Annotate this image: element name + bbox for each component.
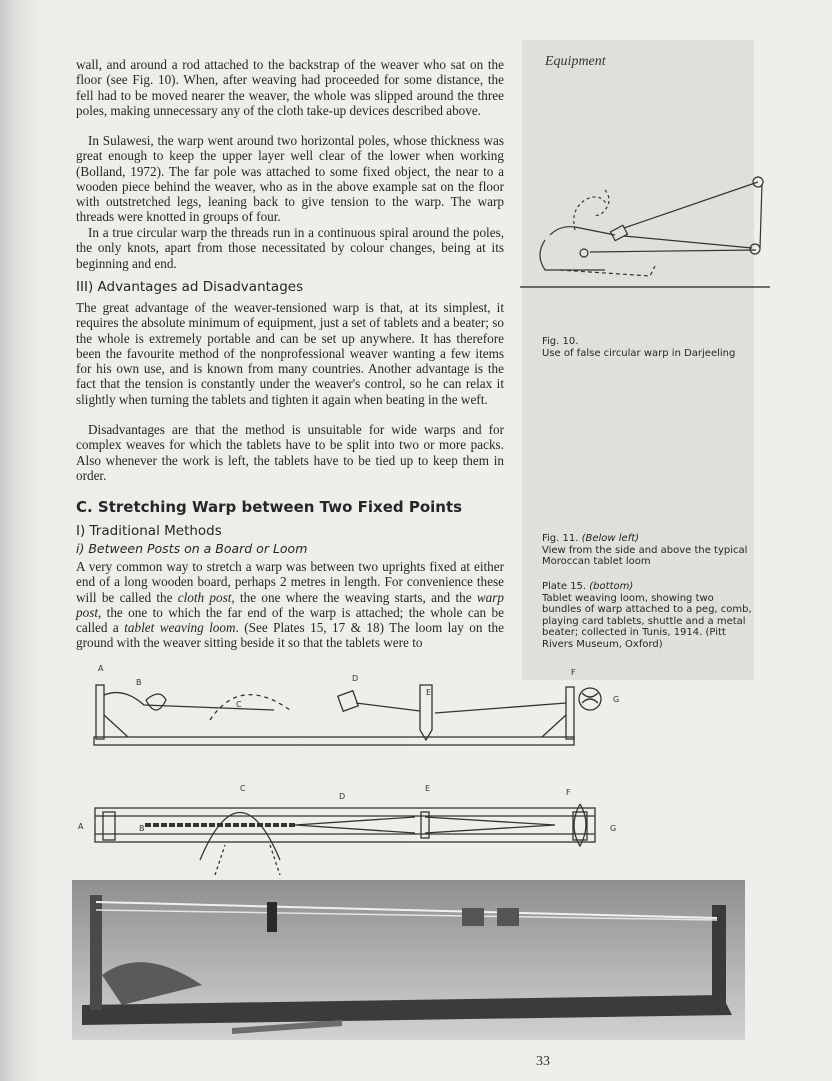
p6-part-c: , the one to which the far end of the warp is attached; the whole can be called a (76, 604, 504, 636)
fig11-caption (542, 533, 752, 568)
fig11-side-view (90, 675, 630, 750)
plate15-text: Tablet weaving loom, showing two bundles of warp attached to a peg, comb, playing card tablets, shuttle and a metal beater; collected in Tunis, 1914. (Pitt Rivers Museum, Oxford) (542, 592, 752, 650)
fig11-text: View from the side and above the typical Moroccan tablet loom (542, 544, 748, 568)
side-label-a: A (98, 664, 104, 673)
paragraph-1: wall, and around a rod attached to the backstrap of the weaver who sat on the floor (see Fig. 10). When, after weaving had proceeded for some distance, the fell had to be moved nearer the weaver, the whole was slipped around the three poles, making unnecessary any of the cloth take-up devices described above. (76, 57, 504, 118)
top-label-b: B (139, 824, 145, 833)
top-label-f: F (566, 788, 571, 797)
top-label-d: D (339, 792, 346, 801)
subheading-traditional: I) Traditional Methods (76, 523, 222, 539)
subheading-posts: i) Between Posts on a Board or Loom (76, 541, 308, 556)
paragraph-4: The great advantage of the weaver-tensioned warp is that, at its simplest, it requires the absolute minimum of equipment, just a set of tablets and a beater; so the whole is extremely portable and can be set up anywhere. It has therefore been the favourite method of the nonprofessional weaver wanting a few items for his own use, and is known from many countries. Another advantage is the fact that the tension is constantly under the weaver's control, so he can relax it slightly when turning the tablets and tighten it again when beating in the weft. (76, 300, 504, 407)
plate15-number: Plate 15. (542, 581, 587, 592)
fig10-text: Use of false circular warp in Darjeeling (542, 347, 736, 359)
side-label-f: F (571, 668, 576, 677)
fig10-number: Fig. 10. (542, 336, 579, 347)
top-label-c: C (240, 784, 246, 793)
plate15-photo (72, 880, 745, 1040)
paragraph-6 (76, 559, 504, 651)
page-number: 33 (536, 1054, 550, 1069)
paragraph-5: Disadvantages are that the method is unsuitable for wide warps and for complex weaves for which the tablets have to be split into two or more packs. Also whenever the work is left, the tablets have to be tied up to keep them in order. (76, 422, 504, 483)
side-label-g: G (613, 695, 620, 704)
p6-part-a: A very common way to stretch a warp was between two uprights fixed at either end of a long wooden board, perhaps 2 metres in length. For convenience these will be called the (76, 559, 504, 605)
plate15-caption (542, 581, 752, 651)
side-label-b: B (136, 678, 142, 687)
paragraph-3: In a true circular warp the threads run in a continuous spiral around the poles, the only knots, apart from those necessitated by colour changes, being at its beginning and end. (76, 225, 504, 271)
fig11-top-view (85, 790, 625, 875)
section-heading-c: C. Stretching Warp between Two Fixed Points (76, 498, 463, 516)
fig10-caption (542, 336, 752, 359)
top-label-g: G (610, 824, 617, 833)
term-warp-post: warp post (76, 589, 504, 620)
running-head: Equipment (545, 54, 606, 69)
term-tablet-weaving-loom: tablet weaving loom (124, 620, 236, 636)
p6-part-d: . (See Plates 15, 17 & 18) The loom lay on the ground with the weaver sitting beside it so that the tablets were to (76, 620, 504, 651)
side-label-d: D (352, 674, 359, 683)
fig11-number: Fig. 11. (542, 533, 579, 544)
side-label-c: C (236, 700, 242, 709)
paragraph-2: In Sulawesi, the warp went around two horizontal poles, whose thickness was great enough to keep the upper layer well clear of the lower when working (Bolland, 1972). The far pole was attached to some fixed object, the near to a wooden piece behind the weaver, who as in the above example sat on the floor with outstretched legs, leaning back to give tension to the warp. The warp threads were knotted in groups of four. (76, 133, 504, 225)
plate15-note: (bottom) (589, 581, 634, 592)
top-label-a: A (78, 822, 84, 831)
fig10-drawing (520, 170, 770, 295)
section-heading-advantages: III) Advantages ad Disadvantages (76, 279, 304, 295)
term-cloth-post: cloth post (177, 589, 232, 605)
p6-part-b: , the one where the weaving starts, and the (231, 589, 477, 605)
side-label-e: E (426, 688, 432, 697)
fig11-note: (Below left) (581, 533, 640, 544)
top-label-e: E (425, 784, 431, 793)
